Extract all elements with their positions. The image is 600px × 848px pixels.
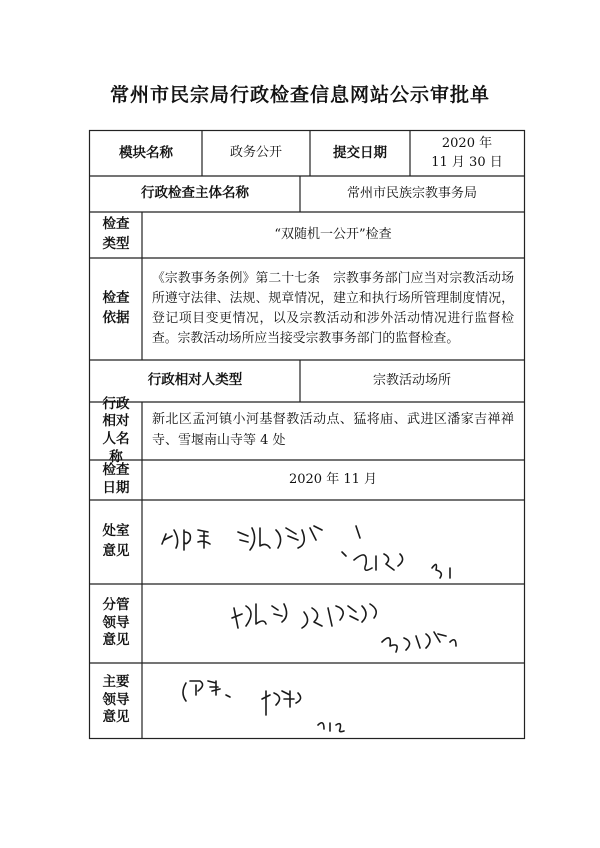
module-name-label: 模块名称 (119, 144, 173, 161)
inspection-subject-value: 常州市民族宗教事务局 (346, 185, 477, 201)
submit-date-value (410, 131, 524, 176)
office-opinion-label: 处室意见 (102, 523, 130, 559)
inspection-date-value: 2020 年 11 月 (288, 471, 378, 487)
counterpart-name-label: 行政相对人名称 (102, 395, 130, 465)
inspection-basis-label: 检查依据 (102, 290, 130, 326)
inspection-type-value: “双随机一公开”检查 (274, 226, 392, 242)
inspection-subject-label: 行政检查主体名称 (141, 185, 249, 202)
submit-date-year: 2020 年 (441, 135, 493, 151)
submit-date-label: 提交日期 (333, 144, 387, 161)
inspection-date-label: 检查日期 (102, 462, 130, 496)
inspection-basis-value: 《宗教事务条例》第二十七条 宗教事务部门应当对宗教活动场所遵守法律、法规、规章情况，建立和执行场所管理制度情况，登记项目变更情况，以及宗教活动和涉外活动情况进行监督检查。宗教活动场所应当接受宗教事务部门的监督检查。 (152, 271, 514, 346)
submit-date-day: 11 月 30 日 (431, 154, 503, 170)
page-title: 常州市民宗局行政检查信息网站公示审批单 (109, 84, 490, 106)
counterpart-name-value: 新北区孟河镇小河基督教活动点、猛将庙、武进区潘家吉禅禅寺、雪堰南山寺等 4 处 (152, 412, 514, 448)
main-leader-signature (142, 663, 524, 738)
supervising-leader-opinion-label: 分管领导意见 (102, 597, 130, 649)
main-leader-opinion-label: 主要领导意见 (102, 674, 130, 726)
supervising-leader-signature (142, 584, 524, 663)
module-name-value: 政务公开 (229, 145, 282, 161)
office-opinion-signature (142, 500, 524, 584)
counterpart-type-value: 宗教活动场所 (372, 372, 451, 388)
inspection-type-label: 检查类型 (102, 216, 130, 252)
counterpart-type-label: 行政相对人类型 (147, 372, 243, 389)
